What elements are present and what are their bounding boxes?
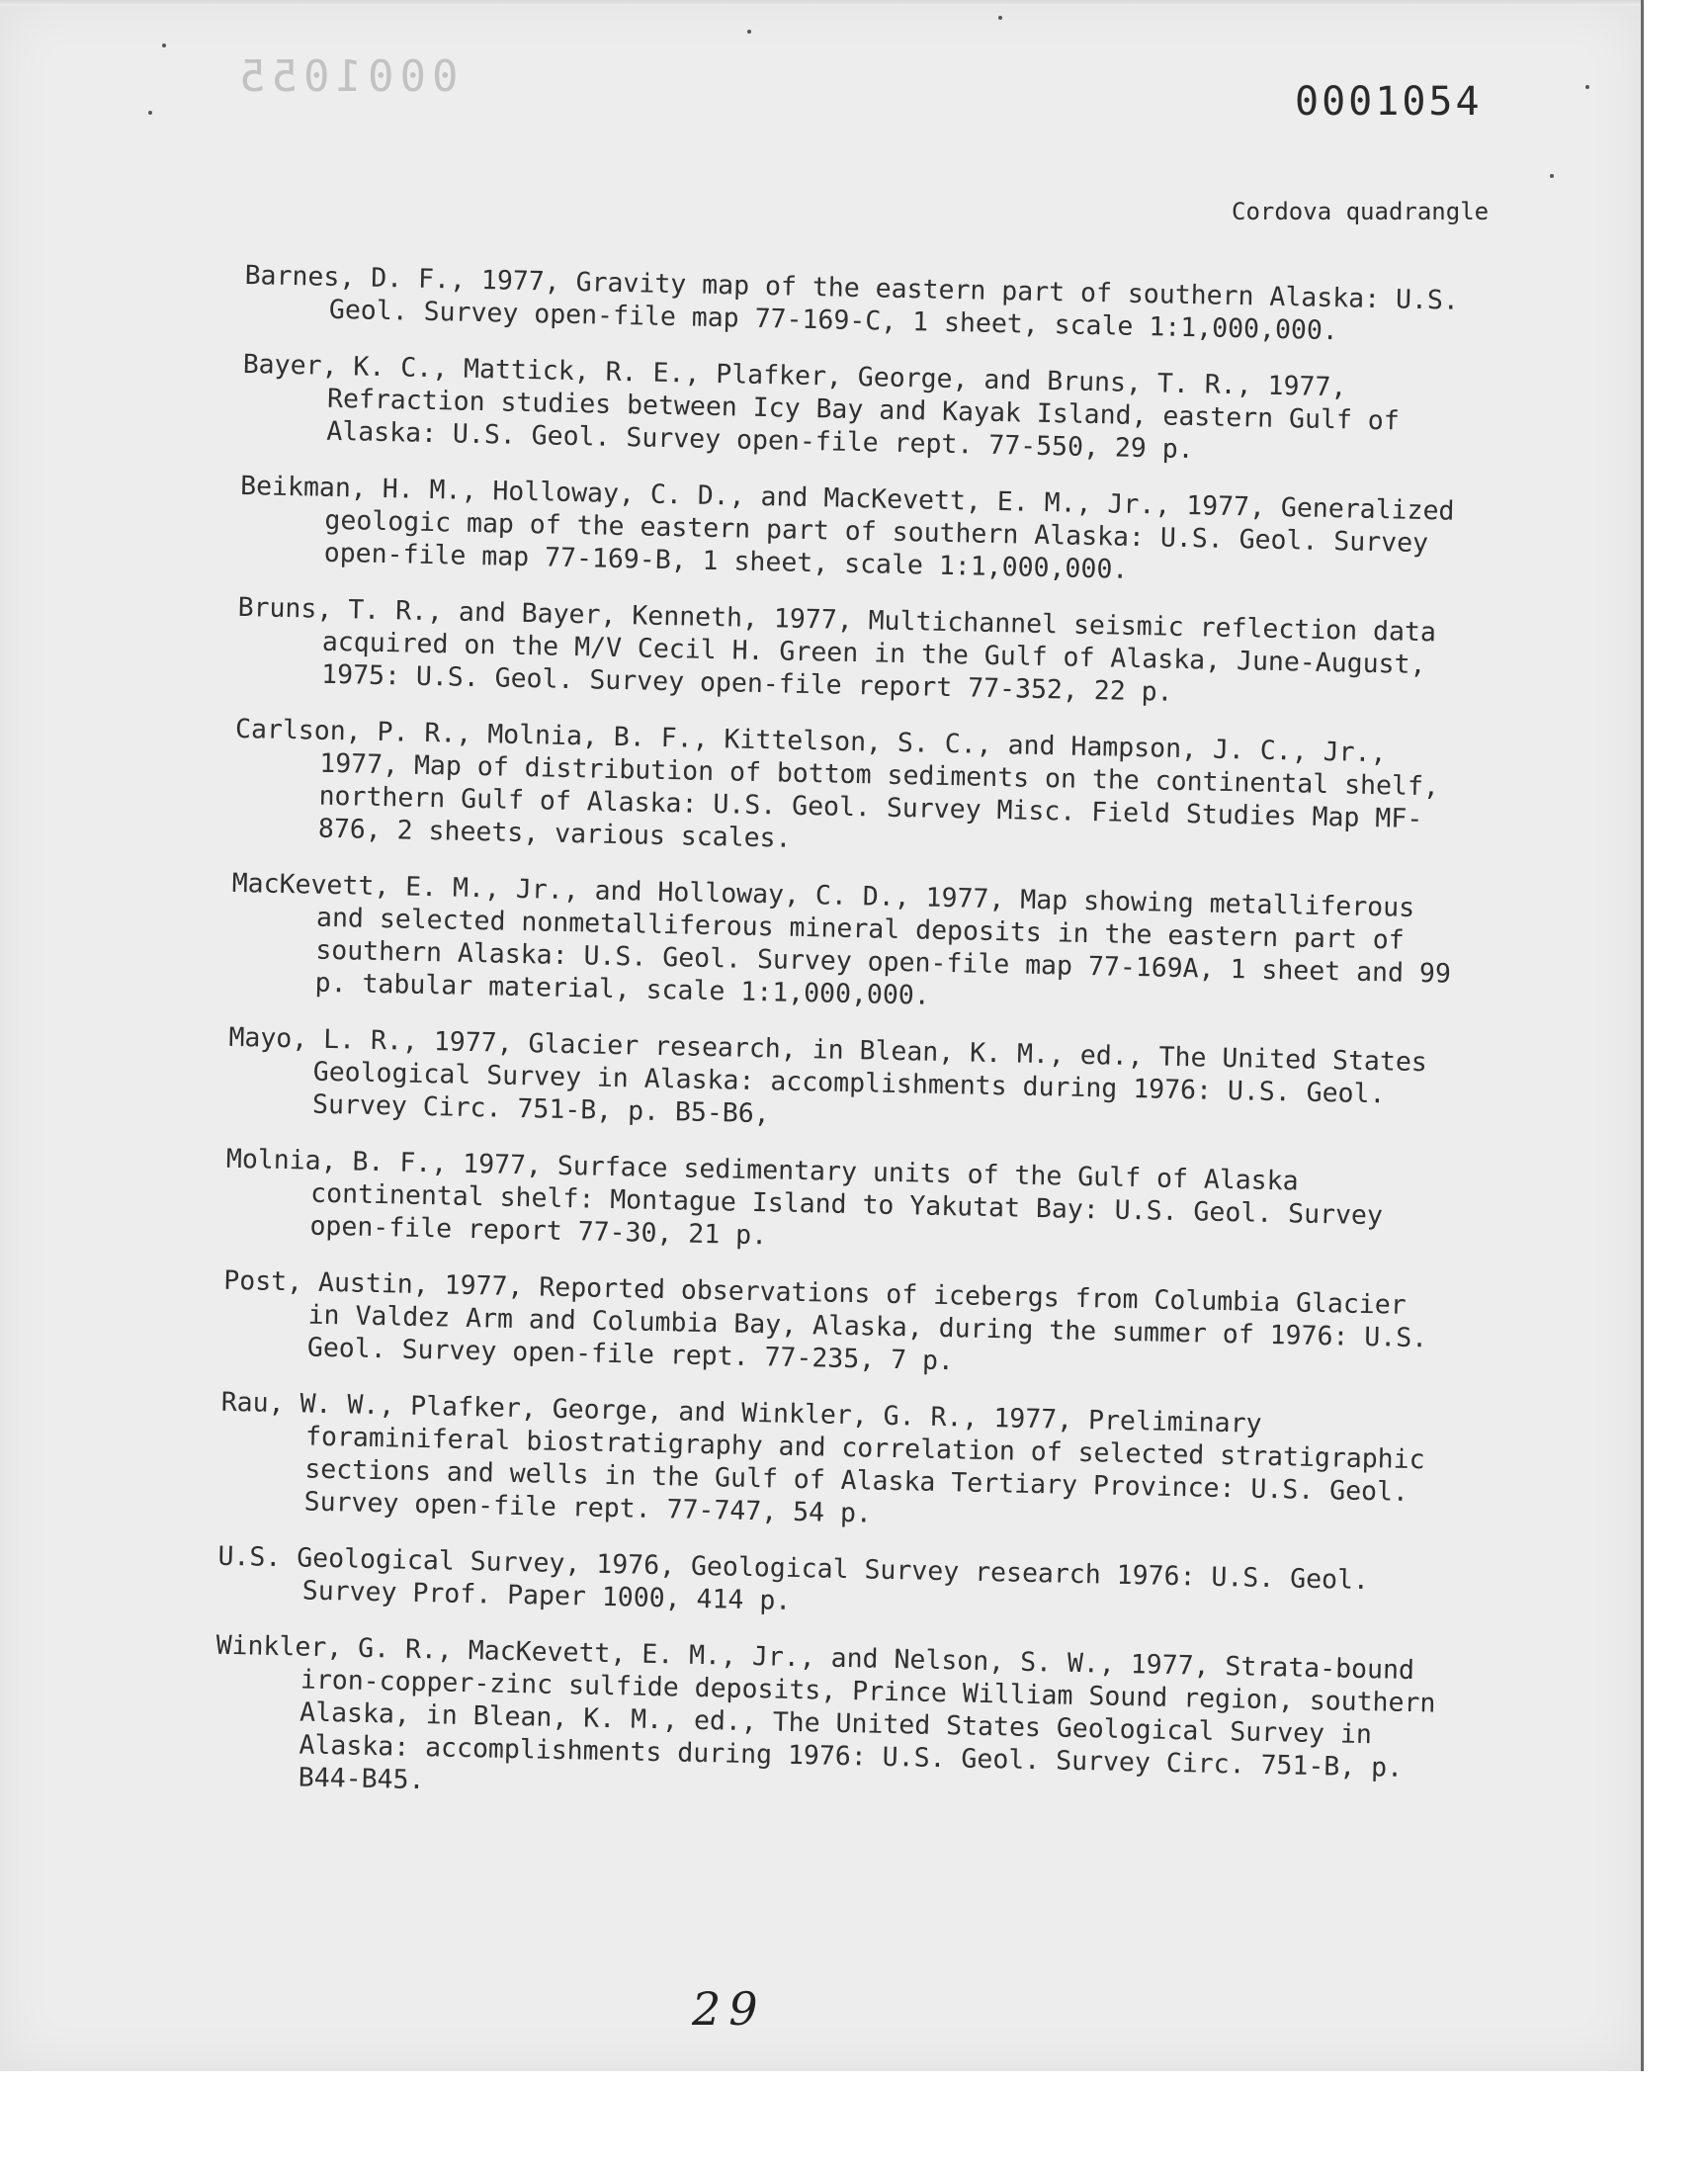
scan-speck: [747, 30, 751, 34]
scan-speck: [148, 111, 152, 115]
reference-entry: U.S. Geological Survey, 1976, Geological Survey research 1976: U.S. Geol. Survey Prof. Paper 1000, 414 p.: [217, 1540, 1370, 1616]
reference-entry: Molnia, B. F., 1977, Surface sedimentary units of the Gulf of Alaska continental shelf: Montague Island to Yakutat Bay: U.S. Geol. Survey open-file report 77-30, 21 p.: [225, 1143, 1384, 1252]
quadrangle-heading: Cordova quadrangle: [1232, 198, 1490, 225]
reference-entry: MacKevett, E. M., Jr., and Holloway, C. D., 1977, Map showing metalliferous and selected nonmetalliferous mineral deposits in the eastern part of southern Alaska: U.S. Geol. Survey open-file map 77-169A, 1 sheet and 99 p. tabular material, scale 1:1,000,000.: [231, 867, 1452, 1011]
reference-entry: Carlson, P. R., Molnia, B. F., Kittelson, S. C., and Hampson, J. C., Jr., 1977, Map of distribution of bottom sediments on the continental shelf, northern Gulf of Alaska: U.S. Geol. Survey Misc. Field Studies Map MF-876, 2 sheets, various scales.: [234, 713, 1440, 854]
bleed-through-number: 0001055: [233, 51, 459, 102]
scan-speck: [1550, 174, 1554, 178]
reference-entry: Post, Austin, 1977, Reported observations of icebergs from Columbia Glacier in Valdez Arm and Columbia Bay, Alaska, during the summer of 1976: U.S. Geol. Survey open-file rept. 77-235, 7 p.: [223, 1264, 1428, 1377]
reference-entry: Bruns, T. R., and Bayer, Kenneth, 1977, Multichannel seismic reflection data acquired on the M/V Cecil H. Green in the Gulf of Alaska, June-August, 1975: U.S. Geol. Survey open-file report 77-352, 22 p.: [237, 591, 1437, 708]
document-number-stamp: 0001054: [1295, 79, 1483, 125]
scan-speck: [1585, 85, 1589, 89]
reference-entry: Winkler, G. R., MacKevett, E. M., Jr., and Nelson, S. W., 1977, Strata-bound iron-copper-zinc sulfide deposits, Prince William Sound region, southern Alaska, in Blean, K. M., ed., The United States Geological Survey in Alaska: accomplishments during 1976: U.S. Geol. Survey Circ. 751-B, p. B44-B45.: [215, 1629, 1436, 1796]
reference-entry: Rau, W. W., Plafker, George, and Winkler, G. R., 1977, Preliminary foraminiferal biostratigraphy and correlation of selected stratigraphic sections and wells in the Gulf of Alaska Tertiary Province: U.S. Geol. Survey open-file rept. 77-747, 54 p.: [220, 1386, 1425, 1529]
reference-entry: Bayer, K. C., Mattick, R. E., Plafker, George, and Bruns, T. R., 1977, Refraction studies between Icy Bay and Kayak Island, eastern Gulf of Alaska: U.S. Geol. Survey open-file rept. 77-550, 29 p.: [242, 348, 1401, 466]
reference-entry: Barnes, D. F., 1977, Gravity map of the eastern part of southern Alaska: U.S. Geol. Survey open-file map 77-169-C, 1 sheet, scale 1:1,000,000.: [244, 259, 1460, 347]
reference-entry: Mayo, L. R., 1977, Glacier research, in Blean, K. M., ed., The United States Geological Survey in Alaska: accomplishments during 1976: U.S. Geol. Survey Circ. 751-B, p. B5-B6,: [228, 1021, 1428, 1130]
scan-speck: [162, 44, 166, 47]
handwritten-page-number: 29: [692, 1982, 766, 2036]
scan-speck: [998, 16, 1002, 20]
reference-entry: Beikman, H. M., Holloway, C. D., and MacKevett, E. M., Jr., 1977, Generalized geologic map of the eastern part of southern Alaska: U.S. Geol. Survey open-file map 77-169-B, 1 sheet, scale 1:1,000,000.: [239, 470, 1455, 585]
page-top-edge: [0, 0, 1641, 6]
reference-list: [213, 259, 1471, 1842]
